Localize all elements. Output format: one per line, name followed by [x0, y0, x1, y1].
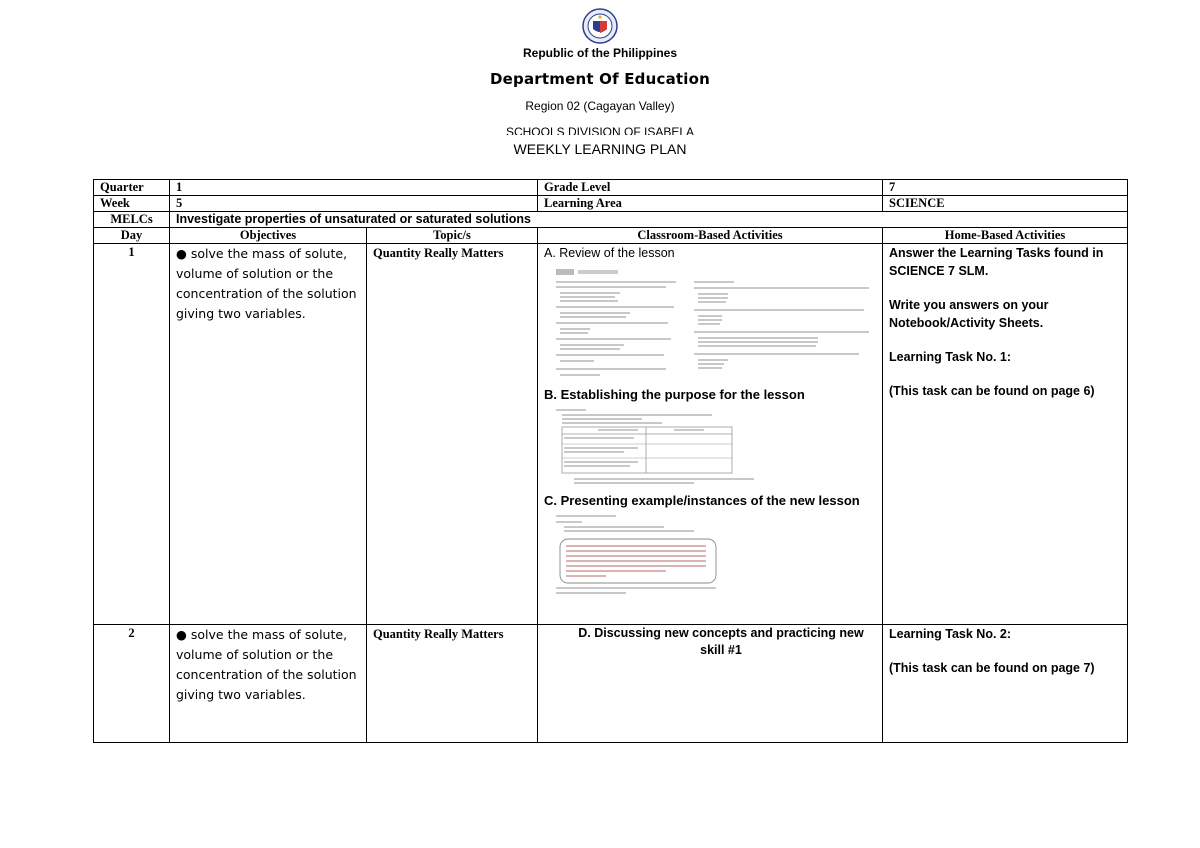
weekly-learning-plan-table	[93, 179, 1128, 743]
quarter-value: 1	[170, 180, 538, 196]
objective-text: ● solve the mass of solute, volume of solution or the concentration of the solution giving two variables.	[170, 244, 367, 625]
republic-line: Republic of the Philippines	[522, 46, 677, 60]
grade-label: Grade Level	[538, 180, 883, 196]
task-page-note: (This task can be found on page 6)	[889, 384, 1095, 398]
classroom-activities	[538, 625, 883, 743]
topic-text: Quantity Really Matters	[367, 244, 538, 625]
col-classroom-activities: Classroom-Based Activities	[538, 228, 883, 244]
week-label: Week	[94, 196, 170, 212]
activity-heading: D. Discussing new concepts and practicing new skill #1	[578, 626, 864, 657]
grade-value: 7	[883, 180, 1128, 196]
home-activities	[883, 625, 1128, 743]
task-page-note: (This task can be found on page 7)	[889, 661, 1095, 675]
region-line: Region 02 (Cagayan Valley)	[525, 99, 675, 113]
activity-heading: C. Presenting example/instances of the new lesson	[544, 493, 860, 508]
col-topics: Topic/s	[367, 228, 538, 244]
plan-title: WEEKLY LEARNING PLAN	[513, 141, 687, 157]
area-value: SCIENCE	[883, 196, 1128, 212]
objective-text: ● solve the mass of solute, volume of solution or the concentration of the solution giving two variables.	[170, 625, 367, 743]
deped-seal-icon	[582, 8, 618, 44]
department-line: Department Of Education	[490, 70, 710, 88]
col-home-activities: Home-Based Activities	[883, 228, 1128, 244]
activity-heading: B. Establishing the purpose for the lesson	[544, 387, 805, 402]
table-row	[94, 244, 1128, 625]
melcs-label: MELCs	[94, 212, 170, 228]
topic-text: Quantity Really Matters	[367, 625, 538, 743]
division-line: SCHOOLS DIVISION OF ISABELA	[505, 125, 695, 135]
table-row	[94, 625, 1128, 743]
learning-task-label: Learning Task No. 2:	[889, 627, 1012, 641]
area-label: Learning Area	[538, 196, 883, 212]
melcs-row	[94, 212, 1128, 228]
home-instruction: Write you answers on your Notebook/Activity Sheets.	[889, 298, 1049, 330]
classroom-activities	[538, 244, 883, 625]
column-header-row	[94, 228, 1128, 244]
week-row	[94, 196, 1128, 212]
melcs-value: Investigate properties of unsaturated or saturated solutions	[170, 212, 1128, 228]
day-number: 2	[94, 625, 170, 743]
quarter-label: Quarter	[94, 180, 170, 196]
activity-heading: A. Review of the lesson	[544, 246, 675, 260]
col-objectives: Objectives	[170, 228, 367, 244]
example-worksheet-thumbnail	[554, 513, 754, 597]
learning-task-label: Learning Task No. 1:	[889, 350, 1012, 364]
day-number: 1	[94, 244, 170, 625]
home-instruction: Answer the Learning Tasks found in SCIENCE 7 SLM.	[889, 246, 1104, 278]
col-day: Day	[94, 228, 170, 244]
home-activities	[883, 244, 1128, 625]
review-worksheet-thumbnail	[554, 265, 874, 383]
week-value: 5	[170, 196, 538, 212]
purpose-worksheet-thumbnail	[554, 407, 754, 489]
quarter-row	[94, 180, 1128, 196]
